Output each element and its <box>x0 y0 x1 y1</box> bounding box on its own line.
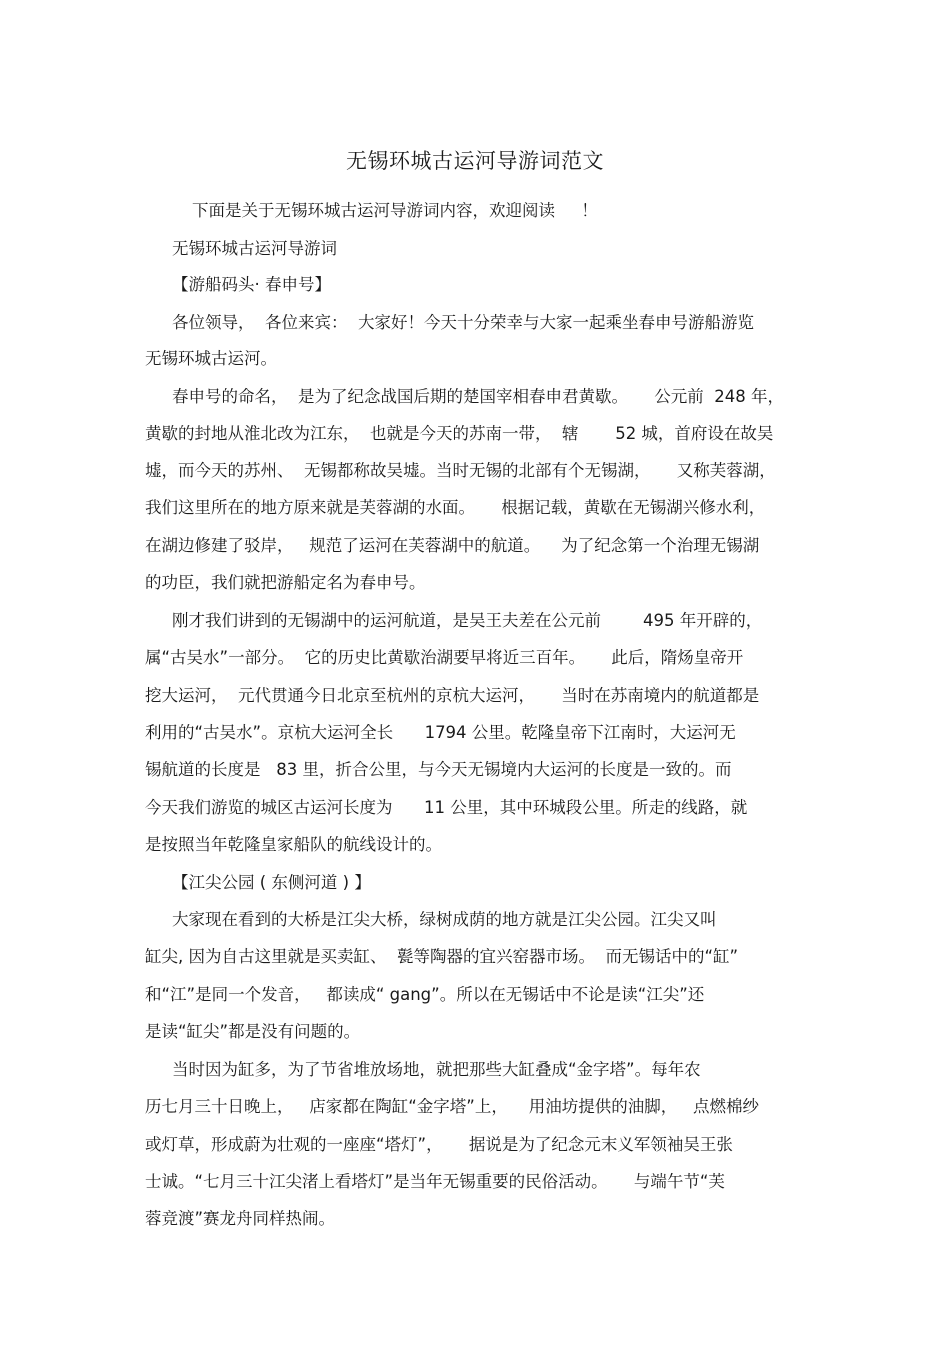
paragraph-line: 春申号的命名， 是为了纪念战国后期的楚国宰相春申君黄歇。 公元前 248 年， <box>172 387 784 406</box>
paragraph-line: 历七月三十日晚上， 店家都在陶缸“金字塔”上， 用油坊提供的油脚， 点燃棉纱 <box>145 1097 760 1116</box>
paragraph-line: 挖大运河， 元代贯通今日北京至杭州的京杭大运河， 当时在苏南境内的航道都是 <box>145 686 760 705</box>
paragraph-line: 当时因为缸多，为了节省堆放场地，就把那些大缸叠成“金字塔”。每年农 <box>172 1060 701 1079</box>
paragraph-line: 是按照当年乾隆皇家船队的航线设计的。 <box>145 835 442 854</box>
paragraph-line: 蓉竞渡”赛龙舟同样热闹。 <box>145 1209 336 1228</box>
section-heading: 【江尖公园 ( 东侧河道 ) 】 <box>172 873 371 892</box>
paragraph-line: 属“古吴水”一部分。 它的历史比黄歇治湖要早将近三百年。 此后，隋炀皇帝开 <box>145 648 744 667</box>
section-heading: 【游船码头· 春申号】 <box>172 275 331 294</box>
paragraph-line: 是读“缸尖”都是没有问题的。 <box>145 1022 361 1041</box>
paragraph-line: 和“江”是同一个发音， 都读成“ gang”。所以在无锡话中不论是读“江尖”还 <box>145 985 705 1004</box>
paragraph-line: 黄歇的封地从淮北改为江东， 也就是今天的苏南一带， 辖 52 城，首府设在故吴 <box>145 424 774 443</box>
paragraph-line: 利用的“古吴水”。京杭大运河全长 1794 公里。乾隆皇帝下江南时，大运河无 <box>145 723 736 742</box>
paragraph-line: 无锡环城古运河。 <box>145 349 277 368</box>
intro-text: 下面是关于无锡环城古运河导游词内容，欢迎阅读 ！ <box>192 201 598 220</box>
page-title: 无锡环城古运河导游词范文 <box>346 149 604 173</box>
paragraph-line: 缸尖, 因为自古这里就是买卖缸、 甏等陶器的宜兴窑器市场。 而无锡话中的“缸” <box>145 947 739 966</box>
paragraph-line: 各位领导， 各位来宾： 大家好！今天十分荣幸与大家一起乘坐春申号游船游览 <box>172 313 754 332</box>
paragraph-line: 我们这里所在的地方原来就是芙蓉湖的水面。 根据记载，黄歇在无锡湖兴修水利， <box>145 498 766 517</box>
paragraph-line: 墟，而今天的苏州、 无锡都称故吴墟。当时无锡的北部有个无锡湖， 又称芙蓉湖， <box>145 461 776 480</box>
paragraph-line: 今天我们游览的城区古运河长度为 11 公里，其中环城段公里。所走的线路，就 <box>145 798 748 817</box>
paragraph-line: 大家现在看到的大桥是江尖大桥，绿树成荫的地方就是江尖公园。江尖又叫 <box>172 910 717 929</box>
paragraph-line: 或灯草，形成蔚为壮观的一座座“塔灯”， 据说是为了纪念元末义军领袖吴王张 <box>145 1135 733 1154</box>
paragraph-line: 锡航道的长度是 83 里，折合公里，与今天无锡境内大运河的长度是一致的。而 <box>145 760 732 779</box>
paragraph-line: 的功臣，我们就把游船定名为春申号。 <box>145 573 426 592</box>
paragraph-line: 士诚。“七月三十江尖渚上看塔灯”是当年无锡重要的民俗活动。 与端午节“芙 <box>145 1172 725 1191</box>
paragraph-line: 在湖边修建了驳岸， 规范了运河在芙蓉湖中的航道。 为了纪念第一个治理无锡湖 <box>145 536 760 555</box>
document-subtitle: 无锡环城古运河导游词 <box>172 239 337 258</box>
paragraph-line: 刚才我们讲到的无锡湖中的运河航道，是吴王夫差在公元前 495 年开辟的， <box>172 611 763 630</box>
